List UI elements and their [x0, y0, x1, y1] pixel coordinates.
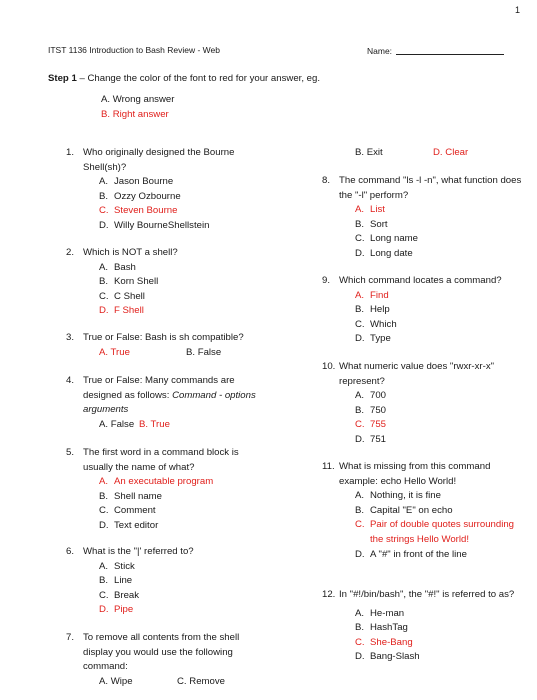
option-text: A "#" in front of the line — [370, 548, 467, 560]
option-text: F Shell — [114, 305, 144, 317]
option-text: Help — [370, 304, 390, 316]
option-text: Pipe — [114, 604, 134, 616]
name-field — [367, 45, 504, 56]
option-letter: C. — [99, 205, 109, 217]
option-letter: B. — [99, 276, 109, 288]
answer-option[interactable] — [322, 418, 527, 433]
option-letter: D. — [99, 219, 109, 231]
question-stem: Who originally designed the Bourne Shell(sh)? — [83, 147, 235, 173]
step-label: Step 1 — [48, 73, 77, 84]
option-letter: C. — [355, 318, 365, 330]
question-stem: The first word in a command block is usually the name of what? — [83, 447, 239, 473]
question-stem: What is the "|' referred to? — [83, 546, 194, 557]
answer-option[interactable] — [322, 548, 522, 563]
answer-option-b[interactable]: B. False — [186, 346, 222, 358]
name-blank-line[interactable] — [396, 45, 504, 55]
answer-option[interactable] — [322, 504, 522, 519]
question-11 — [322, 460, 522, 562]
answer-option[interactable] — [66, 589, 266, 604]
option-letter: A. — [99, 176, 109, 188]
option-letter: C. — [355, 636, 365, 648]
answer-option[interactable] — [66, 560, 266, 575]
option-text: 750 — [370, 404, 387, 416]
answer-option[interactable] — [322, 303, 527, 318]
option-letter: A. — [355, 390, 365, 402]
question-stem: To remove all contents from the shell display you would use the following command: — [83, 632, 240, 673]
question-1 — [66, 146, 266, 234]
option-letter: A. — [355, 607, 365, 619]
option-text: Nothing, it is fine — [370, 490, 441, 502]
answer-option[interactable] — [322, 404, 527, 419]
question-5 — [66, 446, 266, 534]
question-number: 8. — [322, 175, 331, 186]
question-7 — [66, 631, 266, 689]
option-letter: A. — [355, 289, 365, 301]
question-stem: What is missing from this command example: echo Hello World! — [339, 461, 491, 487]
option-letter: C. — [99, 589, 109, 601]
answer-option[interactable] — [66, 219, 266, 234]
option-letter: A. — [355, 204, 365, 216]
option-text: Sort — [370, 218, 388, 230]
option-text: Line — [114, 575, 133, 587]
option-text: Stick — [114, 560, 135, 572]
answer-option[interactable] — [66, 475, 266, 490]
question-7-continued — [322, 146, 522, 161]
answer-option-a[interactable]: A. False — [99, 418, 135, 430]
question-stem: True or False: Many commands are designed as follows: — [83, 375, 235, 401]
question-stem: What numeric value does "rwxr-xr-x" represent? — [339, 361, 495, 387]
question-stem: Which is NOT a shell? — [83, 247, 178, 258]
option-letter: B. — [355, 404, 365, 416]
option-text: Jason Bourne — [114, 176, 174, 188]
question-number: 2. — [66, 247, 75, 258]
question-number: 6. — [66, 546, 75, 557]
answer-option[interactable] — [66, 603, 266, 618]
option-letter: A. — [355, 490, 365, 502]
question-9 — [322, 274, 527, 347]
option-text: List — [370, 204, 385, 216]
answer-option[interactable] — [322, 289, 527, 304]
answer-option-b[interactable]: B. Exit — [355, 147, 383, 158]
option-text: Ozzy Ozbourne — [114, 190, 181, 202]
answer-option[interactable] — [66, 574, 266, 589]
answer-option[interactable] — [322, 247, 522, 262]
answer-option-b[interactable]: B. True — [139, 418, 170, 430]
option-text: HashTag — [370, 622, 408, 634]
answer-option[interactable] — [66, 519, 266, 534]
name-label: Name: — [367, 46, 393, 56]
option-text: Pair of double quotes surrounding the strings Hello World! — [370, 519, 515, 545]
question-3 — [66, 331, 286, 360]
answer-option[interactable] — [66, 204, 266, 219]
answer-option-c[interactable]: C. Remove — [177, 675, 225, 687]
option-text: He-man — [370, 607, 405, 619]
option-text: She-Bang — [370, 636, 413, 648]
answer-option-d[interactable]: D. Clear — [433, 147, 469, 158]
answer-option[interactable] — [322, 518, 522, 547]
option-letter: D. — [355, 651, 365, 663]
question-8 — [322, 174, 522, 262]
answer-option[interactable] — [66, 175, 266, 190]
option-text: Bash — [114, 261, 136, 273]
answer-option[interactable] — [66, 304, 266, 319]
option-text: Willy BourneShellstein — [114, 219, 210, 231]
question-stem: True or False: Bash is sh compatible? — [83, 332, 244, 343]
question-stem: Which command locates a command? — [339, 275, 502, 286]
option-text: Find — [370, 289, 389, 301]
option-letter: B. — [99, 190, 109, 202]
option-letter: B. — [355, 622, 365, 634]
option-text: An executable program — [114, 476, 214, 488]
question-10 — [322, 360, 527, 448]
option-letter: B. — [99, 575, 109, 587]
option-letter: A. — [99, 476, 109, 488]
answer-option[interactable] — [322, 489, 522, 504]
option-text: Which — [370, 318, 397, 330]
option-letter: B. — [355, 504, 365, 516]
option-text: Korn Shell — [114, 276, 159, 288]
answer-option[interactable] — [322, 433, 527, 448]
question-number: 4. — [66, 375, 75, 386]
option-letter: C. — [99, 505, 109, 517]
answer-option[interactable] — [322, 636, 527, 651]
option-text: Capital "E" on echo — [370, 504, 453, 516]
option-text: Long name — [370, 233, 419, 245]
answer-option-a[interactable]: A. True — [99, 346, 130, 358]
answer-option[interactable] — [322, 332, 527, 347]
option-text: Type — [370, 333, 391, 345]
option-letter: D. — [355, 247, 365, 259]
option-letter: A. — [99, 261, 109, 273]
question-number: 9. — [322, 275, 331, 286]
option-letter: A. — [99, 560, 109, 572]
answer-option[interactable] — [66, 490, 266, 505]
option-letter: D. — [99, 305, 109, 317]
option-letter: B. — [355, 304, 365, 316]
option-text: 755 — [370, 419, 387, 431]
option-text: Break — [114, 589, 140, 601]
option-letter: B. — [355, 218, 365, 230]
option-letter: D. — [355, 548, 365, 560]
question-stem: In "#!/bin/bash", the "#!" is referred to as? — [339, 589, 515, 600]
option-letter: D. — [99, 604, 109, 616]
option-letter: B. — [99, 490, 109, 502]
option-letter: C. — [355, 519, 365, 531]
question-6 — [66, 545, 266, 618]
question-number: 1. — [66, 147, 75, 158]
question-number: 3. — [66, 332, 75, 343]
question-number: 5. — [66, 447, 75, 458]
option-text: C Shell — [114, 290, 145, 302]
page-number: 1 — [514, 5, 520, 15]
question-2 — [66, 246, 266, 319]
answer-option[interactable] — [322, 218, 522, 233]
answer-option[interactable] — [66, 275, 266, 290]
answer-option[interactable] — [322, 318, 527, 333]
option-text: Steven Bourne — [114, 205, 178, 217]
example-right-answer: B. Right answer — [101, 109, 169, 120]
question-4 — [66, 374, 266, 432]
example-wrong-answer: A. Wrong answer — [101, 94, 175, 105]
option-text: 700 — [370, 390, 387, 402]
option-letter: C. — [355, 233, 365, 245]
question-number: 11. — [322, 461, 335, 472]
option-text: Comment — [114, 505, 156, 517]
answer-option[interactable] — [66, 504, 266, 519]
answer-option[interactable] — [322, 650, 527, 665]
option-letter: D. — [355, 433, 365, 445]
answer-option[interactable] — [322, 232, 522, 247]
course-title: ITST 1136 Introduction to Bash Review - Web — [48, 45, 220, 55]
option-text: Text editor — [114, 519, 159, 531]
question-stem: The command "ls -l -n", what function does the "-l" perform? — [339, 175, 522, 201]
option-text: Shell name — [114, 490, 162, 502]
answer-option[interactable] — [322, 621, 527, 636]
option-text: Bang-Slash — [370, 651, 420, 663]
answer-option[interactable] — [66, 190, 266, 205]
answer-option[interactable] — [322, 389, 527, 404]
option-letter: D. — [99, 519, 109, 531]
question-number: 10. — [322, 361, 336, 372]
question-stem-italic: Command - options arguments — [83, 389, 256, 416]
option-letter: C. — [355, 419, 365, 431]
option-text: 751 — [370, 433, 387, 445]
answer-option-a[interactable]: A. Wipe — [99, 675, 133, 687]
question-12 — [322, 588, 527, 665]
question-number: 12. — [322, 589, 336, 600]
option-letter: C. — [99, 290, 109, 302]
step-text: – Change the color of the font to red for your answer, eg. — [76, 73, 320, 84]
option-letter: D. — [355, 333, 365, 345]
answer-option[interactable] — [322, 607, 527, 622]
answer-option[interactable] — [322, 203, 522, 218]
step-instructions — [48, 73, 320, 84]
answer-option[interactable] — [66, 261, 266, 276]
question-number: 7. — [66, 632, 75, 643]
option-text: Long date — [370, 247, 413, 259]
answer-option[interactable] — [66, 290, 266, 305]
